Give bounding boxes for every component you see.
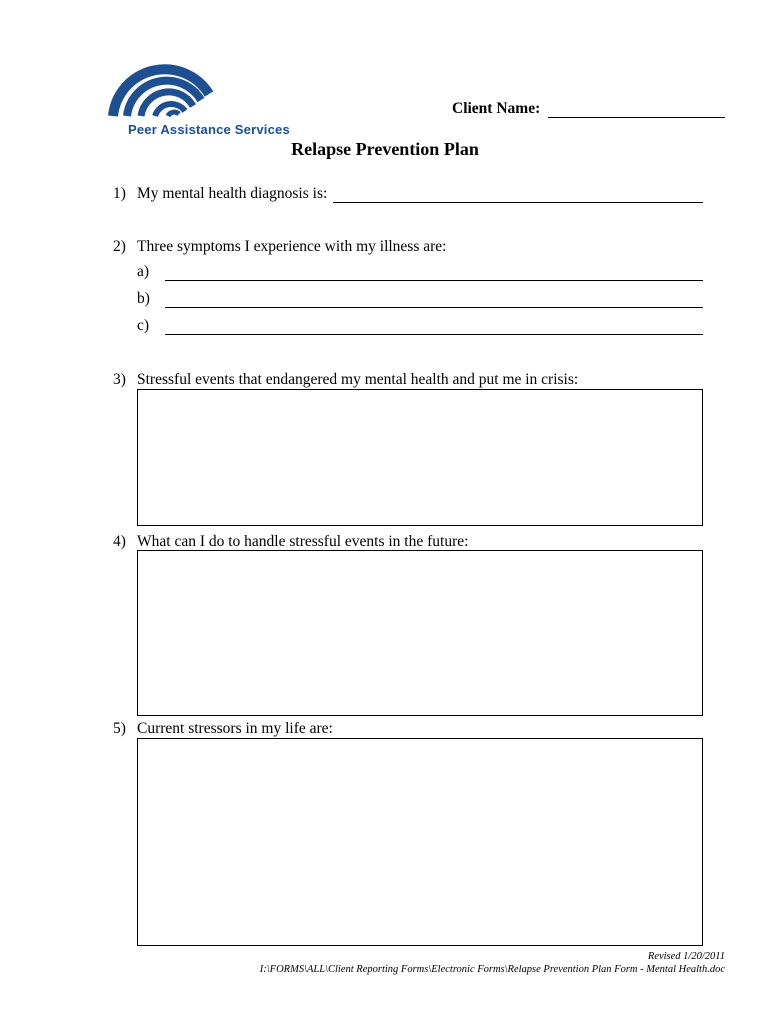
question-4-answer-box[interactable] bbox=[137, 550, 703, 716]
question-3-number: 3) bbox=[113, 371, 126, 388]
client-name-field[interactable] bbox=[548, 101, 725, 118]
question-1-field[interactable] bbox=[333, 186, 703, 203]
question-2-sub-b-field[interactable] bbox=[165, 291, 703, 308]
client-name-row bbox=[452, 100, 725, 118]
question-2-sub-c-letter: c) bbox=[137, 317, 150, 334]
question-2-sub-a bbox=[137, 263, 703, 281]
question-2-sub-b-letter: b) bbox=[137, 290, 150, 307]
question-4-number: 4) bbox=[113, 533, 126, 550]
question-2-sub-c bbox=[137, 317, 703, 335]
logo-arcs-icon bbox=[105, 64, 225, 120]
question-2 bbox=[113, 238, 703, 256]
question-5-label: Current stressors in my life are: bbox=[137, 720, 333, 737]
question-1 bbox=[113, 185, 703, 203]
question-5 bbox=[113, 720, 703, 738]
question-2-sub-b bbox=[137, 290, 703, 308]
logo bbox=[103, 64, 290, 137]
question-4 bbox=[113, 533, 703, 551]
question-1-label: My mental health diagnosis is: bbox=[137, 185, 328, 202]
question-2-sub-c-field[interactable] bbox=[165, 318, 703, 335]
question-3-answer-box[interactable] bbox=[137, 389, 703, 526]
logo-text: Peer Assistance Services bbox=[128, 122, 290, 137]
client-name-label: Client Name: bbox=[452, 100, 541, 117]
footer-file-path: I:\FORMS\ALL\Client Reporting Forms\Electronic Forms\Relapse Prevention Plan Form - Mental Health.doc bbox=[259, 964, 725, 975]
question-2-sub-a-letter: a) bbox=[137, 263, 150, 280]
question-3 bbox=[113, 371, 703, 389]
question-2-label: Three symptoms I experience with my illness are: bbox=[137, 238, 447, 255]
question-2-number: 2) bbox=[113, 238, 126, 255]
question-3-label: Stressful events that endangered my mental health and put me in crisis: bbox=[137, 371, 579, 388]
question-5-answer-box[interactable] bbox=[137, 738, 703, 946]
footer-revised-date: Revised 1/20/2011 bbox=[647, 951, 725, 962]
page-title: Relapse Prevention Plan bbox=[291, 139, 479, 159]
question-5-number: 5) bbox=[113, 720, 126, 737]
question-2-sub-a-field[interactable] bbox=[165, 264, 703, 281]
question-1-number: 1) bbox=[113, 185, 126, 202]
question-4-label: What can I do to handle stressful events in the future: bbox=[137, 533, 469, 550]
